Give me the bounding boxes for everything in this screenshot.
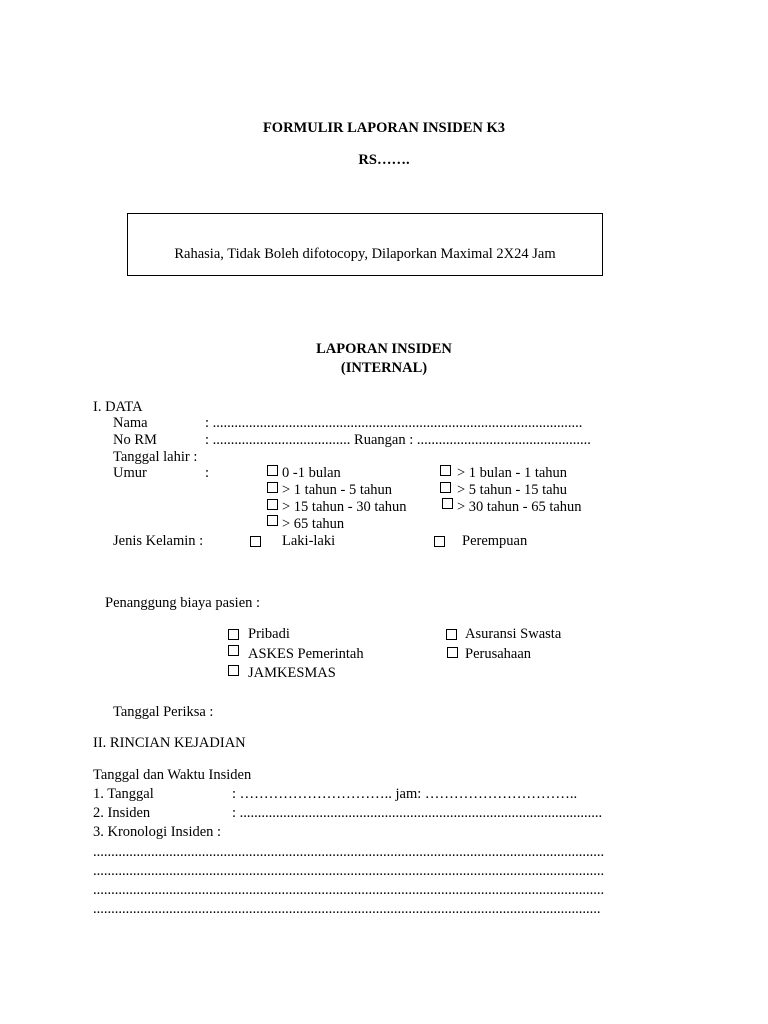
hospital-name: RS……. <box>358 152 410 168</box>
kronologi-line[interactable]: ............................................................................................................................................. <box>93 863 605 879</box>
penanggung-biaya-label: Penanggung biaya pasien : <box>105 595 261 611</box>
perusahaan-checkbox[interactable] <box>447 647 458 658</box>
umur-option-label: > 1 bulan - 1 tahun <box>457 465 568 481</box>
laki-laki-checkbox[interactable] <box>250 536 261 547</box>
jamkesmas-label: JAMKESMAS <box>248 665 336 681</box>
umur-65tahun-checkbox[interactable] <box>267 515 278 526</box>
form-title: FORMULIR LAPORAN INSIDEN K3 <box>262 120 506 136</box>
perempuan-checkbox[interactable] <box>434 536 445 547</box>
umur-label: Umur <box>113 465 147 481</box>
umur-1-5tahun-checkbox[interactable] <box>267 482 278 493</box>
umur-colon: : <box>205 465 210 481</box>
umur-option-label: > 15 tahun - 30 tahun <box>282 499 407 515</box>
jamkesmas-checkbox[interactable] <box>228 665 239 676</box>
kronologi-line[interactable]: ............................................................................................................................................ <box>93 901 601 917</box>
kronologi-label: 3. Kronologi Insiden : <box>93 824 222 840</box>
report-subtitle: (INTERNAL) <box>340 360 428 376</box>
tanggal-periksa-label: Tanggal Periksa : <box>113 704 214 720</box>
tanggal-lahir-label: Tanggal lahir : <box>113 449 198 465</box>
perusahaan-label: Perusahaan <box>465 646 532 662</box>
asuransi-swasta-label: Asuransi Swasta <box>465 626 562 642</box>
no-rm-label: No RM <box>113 432 157 448</box>
insiden-label: 2. Insiden <box>93 805 151 821</box>
umur-option-label: > 5 tahun - 15 tahu <box>457 482 568 498</box>
nama-label: Nama <box>113 415 148 431</box>
kronologi-line[interactable]: ............................................................................................................................................. <box>93 844 605 860</box>
kronologi-line[interactable]: ............................................................................................................................................. <box>93 882 605 898</box>
confidential-notice-box <box>127 213 603 276</box>
umur-option-label: > 30 tahun - 65 tahun <box>457 499 582 515</box>
confidential-notice: Rahasia, Tidak Boleh difotocopy, Dilaporkan Maximal 2X24 Jam <box>174 246 556 262</box>
asuransi-swasta-checkbox[interactable] <box>446 629 457 640</box>
pribadi-checkbox[interactable] <box>228 629 239 640</box>
section-data-heading: I. DATA <box>93 399 143 415</box>
umur-15-30tahun-checkbox[interactable] <box>267 499 278 510</box>
tanggal-label: 1. Tanggal <box>93 786 154 802</box>
umur-30-65tahun-checkbox[interactable] <box>442 498 453 509</box>
report-title: LAPORAN INSIDEN <box>316 341 452 357</box>
section-rincian-heading: II. RINCIAN KEJADIAN <box>93 735 246 751</box>
umur-5-15tahun-checkbox[interactable] <box>440 482 451 493</box>
tanggal-jam-field[interactable]: : ………………………….. jam: ………………………….. <box>232 786 578 802</box>
umur-option-label: > 1 tahun - 5 tahun <box>282 482 393 498</box>
nama-field[interactable]: : ...................................................................................................... <box>205 415 583 431</box>
askes-pemerintah-label: ASKES Pemerintah <box>248 646 364 662</box>
umur-1bulan-1tahun-checkbox[interactable] <box>440 465 451 476</box>
insiden-field[interactable]: : .................................................................................................... <box>232 805 603 821</box>
no-rm-ruangan-field[interactable]: : ...................................... Ruangan : ................................................ <box>205 432 591 448</box>
pribadi-label: Pribadi <box>248 626 290 642</box>
umur-0-1bulan-checkbox[interactable] <box>267 465 278 476</box>
askes-pemerintah-checkbox[interactable] <box>228 645 239 656</box>
jenis-kelamin-label: Jenis Kelamin : <box>113 533 204 549</box>
perempuan-label: Perempuan <box>462 533 528 549</box>
tanggal-waktu-insiden-label: Tanggal dan Waktu Insiden <box>93 767 252 783</box>
laki-laki-label: Laki-laki <box>282 533 336 549</box>
umur-option-label: 0 -1 bulan <box>282 465 341 481</box>
umur-option-label: > 65 tahun <box>282 516 345 532</box>
